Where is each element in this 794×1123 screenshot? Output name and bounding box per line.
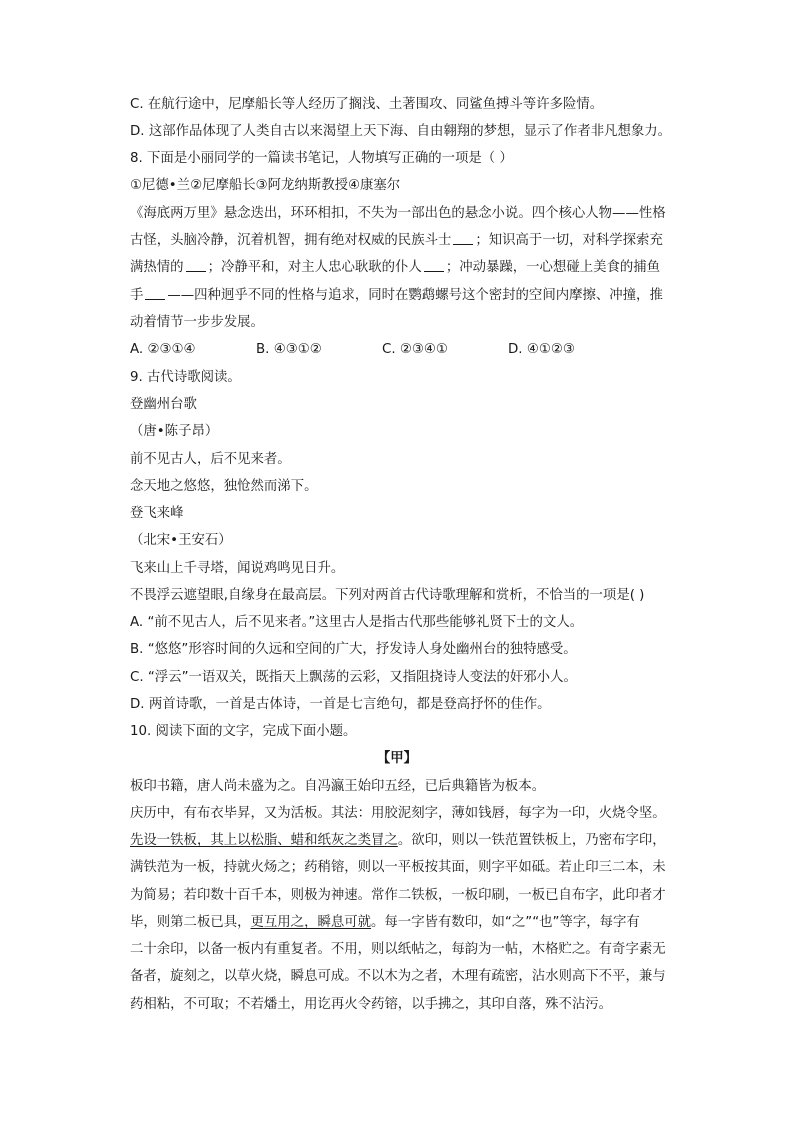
passage-line-7: 二十余印，以备一板内有重复者。不用，则以纸帖之，每韵为一帖，木格贮之。有奇字素无 <box>130 942 666 957</box>
q8-passage-line-2: 古怪，头脑冷静，沉着机智，拥有绝对权威的民族斗士 ；知识高于一切，对科学探索充 <box>130 233 663 248</box>
poem2-line-2-and-question: 不畏浮云遮望眼,自缘身在最高层。下列对两首古代诗歌理解和赏析，不恰当的一项是( ) <box>130 588 645 603</box>
poem1-line-1: 前不见古人，后不见来者。 <box>130 452 291 467</box>
q7-option-c: C. 在航行途中，尼摩船长等人经历了搁浅、土著围攻、同鲨鱼搏斗等许多险情。 <box>130 97 604 112</box>
answer-blank <box>453 232 473 245</box>
q9-option-a: A. “前不见古人，后不见来者。”这里古人是指古代那些能够礼贤下士的文人。 <box>130 615 584 630</box>
answer-blank <box>424 259 444 272</box>
poem2-title: 登飞来峰 <box>130 506 184 521</box>
q8-option-b: B. ④③①② <box>256 342 322 357</box>
answer-blank <box>145 287 165 300</box>
q8-option-d: D. ④①②③ <box>508 342 575 357</box>
underlined-sentence-2: 更互用之，瞬息可就 <box>250 915 372 930</box>
passage-line-6: 毕，则第二板已具，更互用之，瞬息可就。每一字皆有数印，如“之”“也”等字，每字有 <box>130 915 640 930</box>
passage-line-4: 满铁范为一板，持就火炀之；药稍镕，则以一平板按其面，则字平如砥。若止印三二本，未 <box>130 860 666 875</box>
q9-option-d: D. 两首诗歌，一首是古体诗，一首是七言绝句，都是登高抒怀的佳作。 <box>130 697 551 712</box>
underlined-sentence-1: 先设一铁板，其上以松脂、蜡和纸灰之类冒之 <box>130 833 398 848</box>
q7-option-d: D. 这部作品体现了人类自古以来渴望上天下海、自由翱翔的梦想，显示了作者非凡想象力。 <box>130 124 672 139</box>
passage-line-9: 药相粘，不可取；不若燔土，用讫再火令药镕，以手拂之，其印自落，殊不沾污。 <box>130 997 613 1012</box>
poem1-line-2: 念天地之悠悠，独怆然而涕下。 <box>130 479 318 494</box>
passage-line-2: 庆历中，有布衣毕昇，又为活板。其法：用胶泥刻字，薄如钱唇，每字为一印，火烧令坚。 <box>130 806 666 821</box>
poem1-title: 登幽州台歌 <box>130 397 197 412</box>
passage-line-5: 为简易；若印数十百千本，则极为神速。常作二铁板，一板印刷，一板已自布字，此印者才 <box>130 888 666 903</box>
q9-option-b: B. “悠悠”形容时间的久远和空间的广大，抒发诗人身处幽州台的独特感受。 <box>130 642 577 657</box>
q8-option-a: A. ②③①④ <box>130 342 196 357</box>
passage-jia-heading: 【甲】 <box>376 751 418 766</box>
q9-stem: 9. 古代诗歌阅读。 <box>130 370 241 385</box>
q10-stem: 10. 阅读下面的文字，完成下面小题。 <box>130 724 357 739</box>
q8-passage-line-3: 满热情的 ；冷静平和，对主人忠心耿耿的仆人 ；冲动暴躁，一心想碰上美食的捕鱼 <box>130 260 661 275</box>
q8-passage-line-4: 手 ——四种迥乎不同的性格与追求，同时在鹦鹉螺号这个密封的空间内摩擦、冲撞，推 <box>130 288 663 303</box>
q8-option-c: C. ②③④① <box>382 342 448 357</box>
q8-passage-line-5: 动着情节一步步发展。 <box>130 315 264 330</box>
q8-stem: 8. 下面是小丽同学的一篇读书笔记，人物填写正确的一项是（ ） <box>130 151 513 166</box>
q8-passage-line-1: 《海底两万里》悬念迭出，环环相扣，不失为一部出色的悬念小说。四个核心人物——性格 <box>130 206 666 221</box>
answer-blank <box>186 259 206 272</box>
poem1-author: （唐•陈子昂） <box>130 424 219 439</box>
q9-option-c: C. “浮云”一语双关，既指天上飘荡的云彩，又指阻挠诗人变法的奸邪小人。 <box>130 670 577 685</box>
passage-line-3: 先设一铁板，其上以松脂、蜡和纸灰之类冒之。欲印，则以一铁范置铁板上，乃密布字印， <box>130 833 666 848</box>
poem2-line-1: 飞来山上千寻塔，闻说鸡鸣见日升。 <box>130 561 345 576</box>
poem2-author: （北宋•王安石） <box>130 533 232 548</box>
passage-line-1: 板印书籍，唐人尚未盛为之。自冯瀛王始印五经，已后典籍皆为板本。 <box>130 779 546 794</box>
q8-characters: ①尼德•兰②尼摩船长③阿龙纳斯教授④康塞尔 <box>130 178 401 193</box>
passage-line-8: 备者，旋刻之，以草火烧，瞬息可成。不以木为之者，木理有疏密，沾水则高下不平，兼与 <box>130 969 666 984</box>
